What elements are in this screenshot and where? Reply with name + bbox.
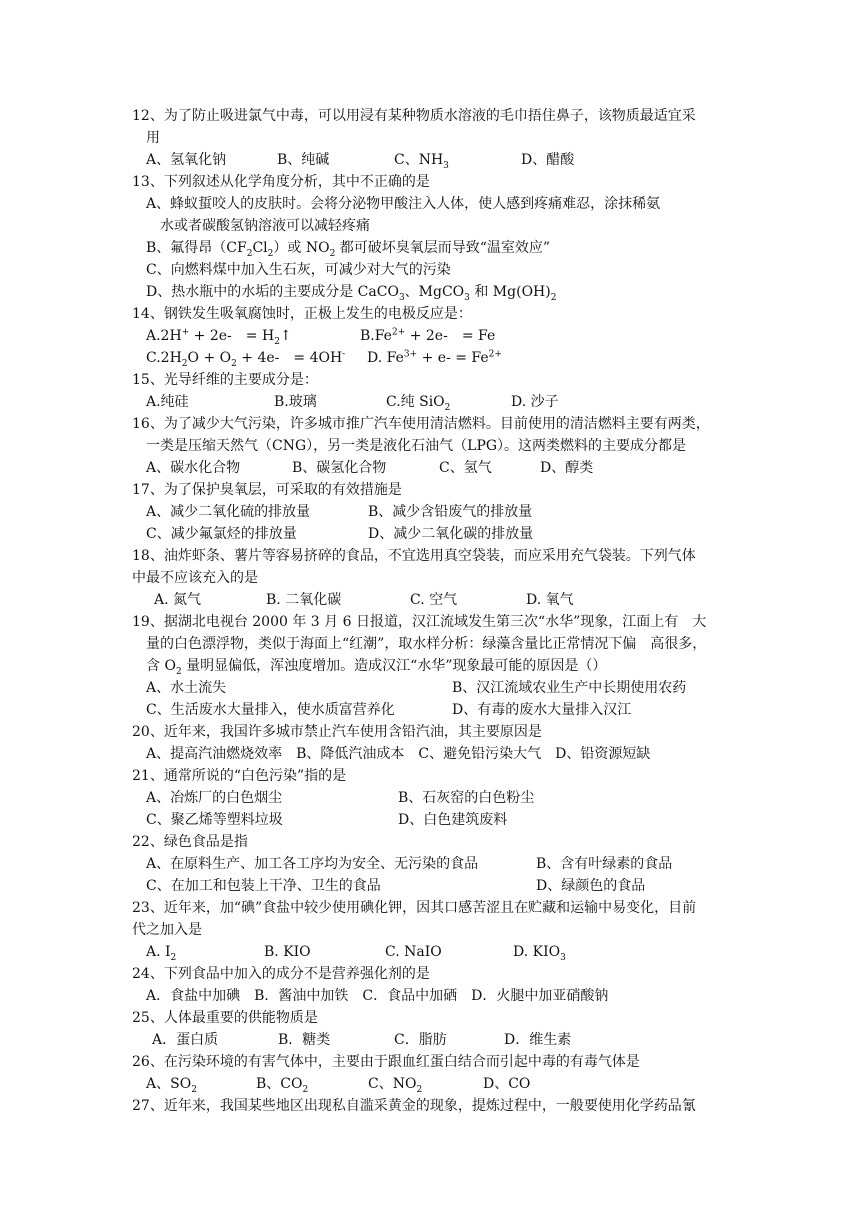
question-27-line-1: 27、近年来，我国某些地区出现私自滥采黄金的现象，提炼过程中，一般要使用化学药品氰 xyxy=(132,1098,696,1114)
question-19-line-3: 含 $O_2$ 量明显偏低，浑浊度增加。造成汉江“水华”现象最可能的原因是（） xyxy=(146,658,607,677)
option-c: $C.2H_2O + O_2 + 4e-$ = 4OH- xyxy=(146,349,346,369)
question-16-options xyxy=(0,457,860,479)
option-c: C、减少氟氯烃的排放量 xyxy=(146,526,297,542)
question-12-options xyxy=(0,149,860,171)
question-20-options: A、提高汽油燃烧效率 B、降低汽油成本 C、避免铅污染大气 D、铅资源短缺 xyxy=(146,746,651,762)
option-a: A、水土流失 xyxy=(146,680,227,696)
option-d: D、醋酸 xyxy=(521,152,575,168)
question-19-line-1: 19、据湖北电视台 2000 年 3 月 6 日报道，汉江流域发生第三次“水华”现象，江面上有 大 xyxy=(132,614,707,630)
question-16-line-1: 16、为了减少大气污染，许多城市推广汽车使用清洁燃料。目前使用的清洁燃料主要有两类， xyxy=(132,416,710,432)
question-13-option-d: D、热水瓶中的水垢的主要成分是 CaCO$_3$、MgCO$_3$ 和 $Mg(OH)_2$ xyxy=(146,284,557,303)
option-c: C.纯 SiO$_2$ xyxy=(386,394,451,413)
option-d: D、绿颜色的食品 xyxy=(536,878,646,894)
question-13-option-a-line-1: A、蜂蚁蜇咬人的皮肤时。会将分泌物甲酸注入人体，使人感到疼痛难忍，涂抹稀氨 xyxy=(146,196,661,212)
question-22-options-row-2 xyxy=(0,875,860,897)
question-24-options: A．食盐中加碘 B．酱油中加铁 C．食品中加硒 D．火腿中加亚硝酸钠 xyxy=(146,988,609,1004)
option-d: D、有毒的废水大量排入汉江 xyxy=(452,702,632,718)
question-19-options-row-1 xyxy=(0,677,860,699)
option-d: D、减少二氧化碳的排放量 xyxy=(368,526,534,542)
option-d: D．维生素 xyxy=(504,1032,572,1048)
option-c: C、在加工和包装上干净、卫生的食品 xyxy=(146,878,381,894)
question-15-stem: 15、光导纤维的主要成分是： xyxy=(132,372,318,388)
question-18-options xyxy=(0,589,860,611)
option-d: D、醇类 xyxy=(540,460,594,476)
question-26-stem: 26、在污染环境的有害气体中，主要由于跟血红蛋白结合而引起中毒的有毒气体是 xyxy=(132,1054,640,1070)
question-17-options-row-2 xyxy=(0,523,860,545)
option-c: C、生活废水大量排入，使水质富营养化 xyxy=(146,702,395,718)
question-18-line-1: 18、油炸虾条、薯片等容易挤碎的食品，不宜选用真空袋装，而应采用充气袋装。下列气体 xyxy=(132,548,696,564)
option-c: C、氢气 xyxy=(439,460,492,476)
question-22-options-row-1 xyxy=(0,853,860,875)
option-c: C. NaIO xyxy=(385,944,442,960)
option-a: A. $I_2$ xyxy=(146,944,177,963)
option-b: B、减少含铅废气的排放量 xyxy=(368,504,533,520)
question-21-stem: 21、通常所说的“白色污染”指的是 xyxy=(132,768,347,784)
question-14-options-row-1 xyxy=(0,325,860,347)
question-17-options-row-1 xyxy=(0,501,860,523)
option-b: B、石灰窑的白色粉尘 xyxy=(398,790,535,806)
option-b: B.玻璃 xyxy=(274,394,317,410)
question-13-option-c: C、向燃料煤中加入生石灰，可减少对大气的污染 xyxy=(146,262,451,278)
question-14-options-row-2 xyxy=(0,347,860,369)
question-22-stem: 22、绿色食品是指 xyxy=(132,834,248,850)
question-13-option-b: B、氟得昂$(CF_2Cl_2)$或 $NO_2$ 都可破坏臭氧层而导致“温室效应” xyxy=(146,240,551,259)
question-21-options-row-1 xyxy=(0,787,860,809)
option-b: B、纯碱 xyxy=(277,152,330,168)
option-d: D、白色建筑废料 xyxy=(398,812,508,828)
question-24-stem: 24、下列食品中加入的成分不是营养强化剂的是 xyxy=(132,966,430,982)
option-a: A.2H+ + 2e- = $H_2↑$ xyxy=(146,327,292,347)
option-a: A、冶炼厂的白色烟尘 xyxy=(146,790,283,806)
question-14-stem: 14、钢铁发生吸氧腐蚀时，正极上发生的电极反应是： xyxy=(132,306,472,322)
option-c: C、聚乙烯等塑料垃圾 xyxy=(146,812,283,828)
question-25-stem: 25、人体最重要的供能物质是 xyxy=(132,1010,318,1026)
question-25-options xyxy=(0,1029,860,1051)
option-a: A、碳水化合物 xyxy=(146,460,241,476)
option-a: A、减少二氧化硫的排放量 xyxy=(146,504,311,520)
option-c: C. 空气 xyxy=(410,592,458,608)
question-19-options-row-2 xyxy=(0,699,860,721)
option-b: B. 二氧化碳 xyxy=(266,592,342,608)
option-c: C、$NH_3$ xyxy=(394,152,449,171)
question-18-line-2: 中最不应该充入的是 xyxy=(132,570,258,586)
option-b: B、含有叶绿素的食品 xyxy=(536,856,673,872)
option-a: A.纯硅 xyxy=(146,394,189,410)
question-23-line-2: 代之加入是 xyxy=(132,922,202,938)
question-13-stem: 13、下列叙述从化学角度分析，其中不正确的是 xyxy=(132,174,430,190)
question-21-options-row-2 xyxy=(0,809,860,831)
option-c: C、$NO_2$ xyxy=(368,1076,423,1095)
option-b: B．糖类 xyxy=(278,1032,331,1048)
question-16-line-2: 一类是压缩天然气（CNG），另一类是液化石油气（LPG）。这两类燃料的主要成分都是 xyxy=(146,438,687,454)
option-a: A．蛋白质 xyxy=(152,1032,219,1048)
option-d: D、CO xyxy=(483,1076,531,1092)
question-13-option-a-line-2: 水或者碳酸氢钠溶液可以减轻疼痛 xyxy=(160,218,370,234)
option-c: C．脂肪 xyxy=(394,1032,447,1048)
question-17-stem: 17、为了保护臭氧层，可采取的有效措施是 xyxy=(132,482,402,498)
option-a: A、氢氧化钠 xyxy=(146,152,227,168)
option-b: B. KIO xyxy=(264,944,311,960)
question-19-line-2: 量的白色漂浮物，类似于海面上“红潮”，取水样分析：绿藻含量比正常情况下偏 高很多， xyxy=(146,636,707,652)
option-d: D. $KIO_3$ xyxy=(513,944,566,963)
option-a: A、$SO_2$ xyxy=(146,1076,197,1095)
option-b: B、汉江流域农业生产中长期使用农药 xyxy=(452,680,687,696)
question-26-options xyxy=(0,1073,860,1095)
question-23-line-1: 23、近年来，加“碘”食盐中较少使用碘化钾，因其口感苦涩且在贮藏和运输中易变化，目前 xyxy=(132,900,697,916)
option-d: D. 氧气 xyxy=(526,592,574,608)
option-d: D. 沙子 xyxy=(511,394,559,410)
option-b: B、碳氢化合物 xyxy=(292,460,387,476)
question-20-stem: 20、近年来，我国许多城市禁止汽车使用含铅汽油，其主要原因是 xyxy=(132,724,542,740)
option-a: A、在原料生产、加工各工序均为安全、无污染的食品 xyxy=(146,856,479,872)
option-b: B、$CO_2$ xyxy=(256,1076,309,1095)
option-a: A. 氮气 xyxy=(154,592,202,608)
question-23-options xyxy=(0,941,860,963)
question-12-line-2: 用 xyxy=(146,130,160,146)
option-b: $B.Fe^{2+} + 2e-$ = Fe xyxy=(360,327,496,344)
option-d: D. $Fe^{3+} + e- = Fe^{2+}$ xyxy=(367,349,502,366)
question-12-line-1: 12、为了防止吸进氯气中毒，可以用浸有某种物质水溶液的毛巾捂住鼻子，该物质最适宜采 xyxy=(132,108,696,124)
question-15-options xyxy=(0,391,860,413)
